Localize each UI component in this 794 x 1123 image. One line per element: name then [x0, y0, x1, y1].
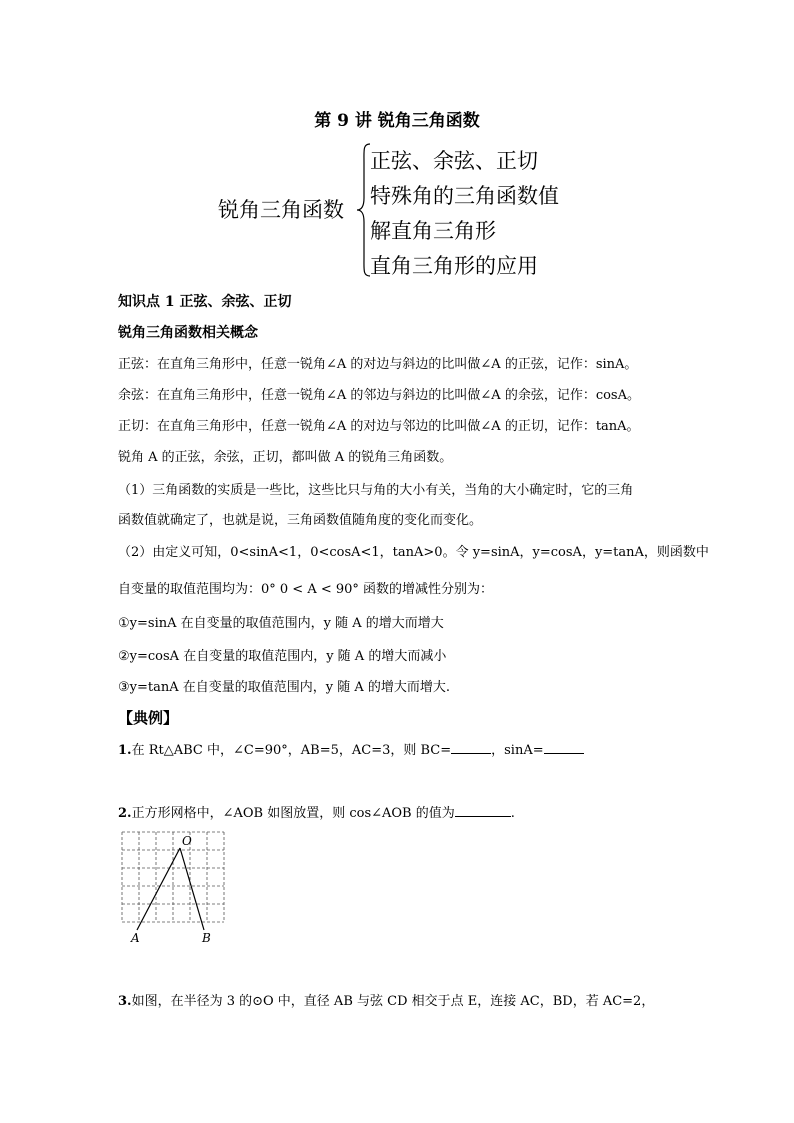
concept-map-item: 解直角三角形: [370, 219, 496, 243]
question-text: .: [510, 806, 515, 821]
question-text: ，sinA=: [491, 743, 544, 758]
point-label-b: B: [202, 931, 211, 945]
note-line: 函数值就确定了，也就是说，三角函数值随角度的变化而变化。: [118, 513, 483, 528]
answer-blank[interactable]: [544, 741, 584, 754]
monotonic-tangent: ③y=tanA 在自变量的取值范围内，y 随 A 的增大而增大.: [118, 680, 451, 695]
point-label-a: A: [131, 931, 140, 945]
ray-oa: [137, 848, 180, 930]
note-line: （2）由定义可知，0<sinA<1，0<cosA<1，tanA>0。令 y=sinA，y=cosA，y=tanA，则函数中: [118, 545, 709, 560]
square-grid: [122, 832, 224, 922]
question-2: [118, 802, 515, 821]
concept-map-item: 直角三角形的应用: [370, 254, 538, 278]
concept-map-item: 正弦、余弦、正切: [370, 149, 538, 173]
question-number: 1.: [118, 743, 132, 758]
note-line: 自变量的取值范围均为：0° 0 < A < 90° 函数的增减性分别为：: [118, 582, 494, 597]
question-number: 2.: [118, 806, 132, 821]
monotonic-sine: ①y=sinA 在自变量的取值范围内，y 随 A 的增大而增大: [118, 616, 444, 631]
concept-map-root: 锐角三角函数: [218, 198, 344, 222]
question-text: 在 Rt△ABC 中，∠C=90°，AB=5，AC=3，则 BC=: [131, 743, 452, 758]
grid-angle-figure: [118, 830, 228, 948]
ray-ob: [180, 848, 204, 930]
monotonic-cosine: ②y=cosA 在自变量的取值范围内，y 随 A 的增大而减小: [118, 649, 447, 664]
definition-summary: 锐角 A 的正弦，余弦，正切，都叫做 A 的锐角三角函数。: [118, 450, 453, 465]
answer-blank[interactable]: [455, 804, 511, 817]
definition-cosine: 余弦：在直角三角形中，任意一锐角∠A 的邻边与斜边的比叫做∠A 的余弦，记作：cosA。: [118, 388, 640, 403]
definition-tangent: 正切：在直角三角形中，任意一锐角∠A 的对边与邻边的比叫做∠A 的正切，记作：tanA。: [118, 419, 640, 434]
note-line: （1）三角函数的实质是一些比，这些比只与角的大小有关，当角的大小确定时，它的三角: [118, 483, 634, 498]
definition-sine: 正弦：在直角三角形中，任意一锐角∠A 的对边与斜边的比叫做∠A 的正弦，记作：sinA。: [118, 357, 638, 372]
page-title: 第 9 讲 锐角三角函数: [314, 111, 480, 131]
concept-map-item: 特殊角的三角函数值: [370, 184, 559, 208]
question-1: [118, 739, 584, 758]
section-subheading: 锐角三角函数相关概念: [118, 325, 258, 341]
question-3: [118, 990, 654, 1009]
answer-blank[interactable]: [451, 741, 491, 754]
question-text: 正方形网格中，∠AOB 如图放置，则 cos∠AOB 的值为: [131, 806, 455, 821]
section-heading: 知识点 1 正弦、余弦、正切: [118, 294, 292, 310]
examples-heading: 【典例】: [118, 709, 179, 727]
question-number: 3.: [118, 994, 132, 1009]
question-text: 如图，在半径为 3 的⊙O 中，直径 AB 与弦 CD 相交于点 E，连接 AC，BD，若 AC=2，: [131, 994, 655, 1009]
point-label-o: O: [182, 834, 192, 848]
